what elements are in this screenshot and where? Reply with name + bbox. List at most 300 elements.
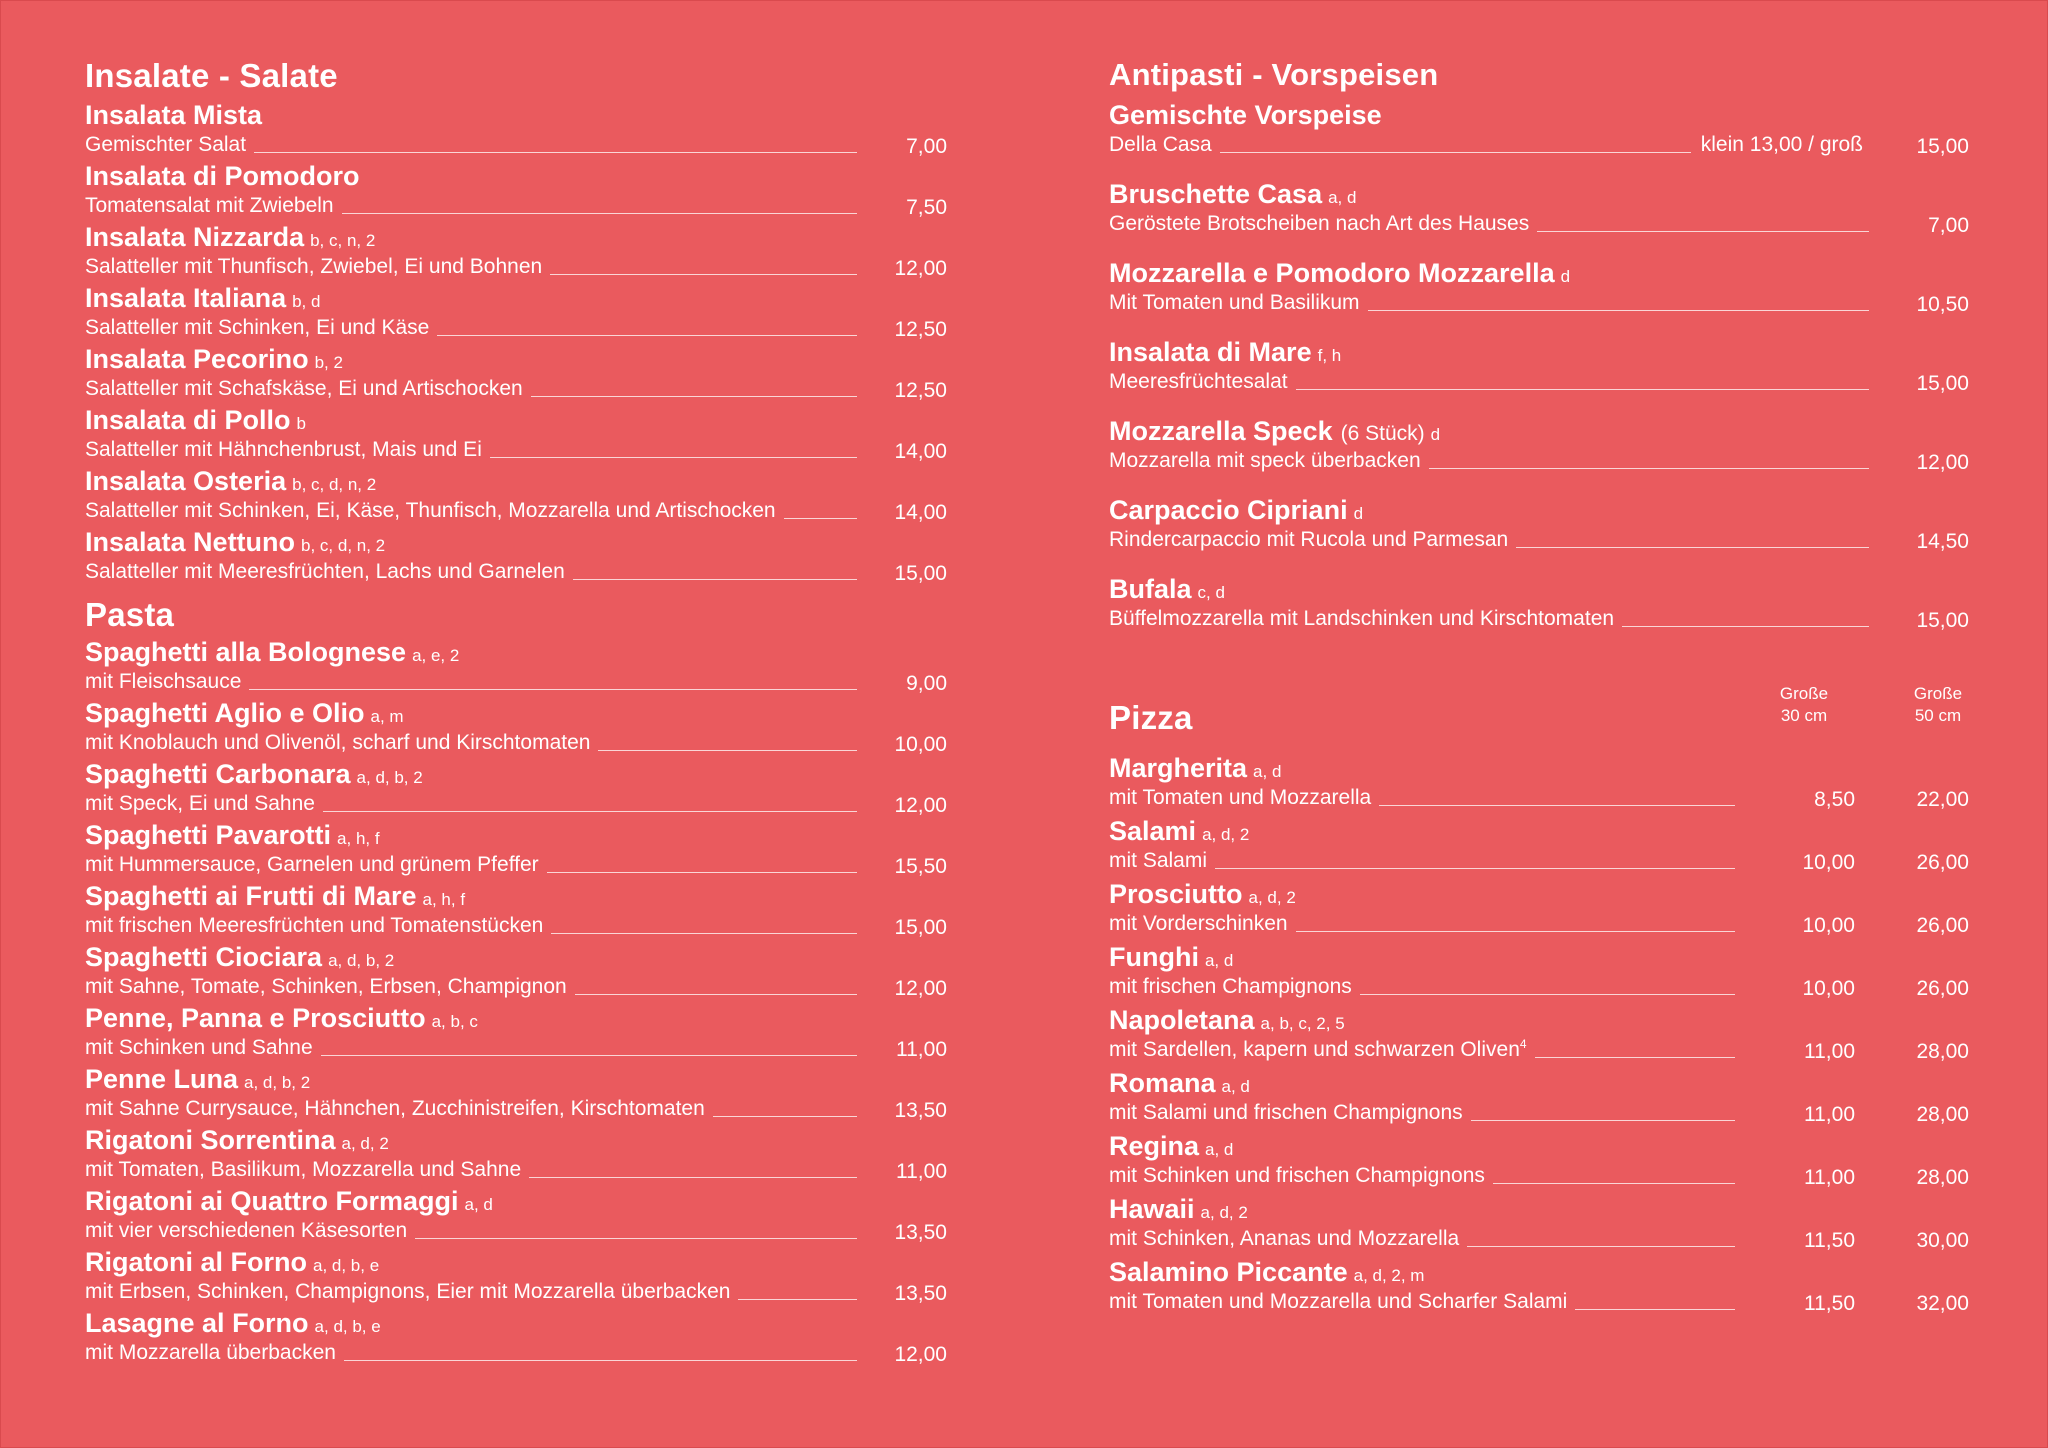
price-50cm: 30,00: [1916, 1229, 1969, 1253]
item-description: [1109, 787, 1371, 810]
item-name: [1109, 1131, 1969, 1161]
item-name: [1109, 1005, 1969, 1035]
allergen-codes: a, h, f: [337, 829, 380, 848]
allergen-codes: a, d, b, 2: [328, 951, 395, 970]
item-price: 11,00: [896, 1160, 947, 1184]
allergen-codes: a, h, f: [422, 890, 466, 909]
item-price: 10,00: [894, 733, 947, 757]
item-name: [1109, 179, 1969, 209]
item-description: [1109, 1228, 1459, 1251]
item-price: 15,00: [894, 916, 947, 940]
item-description: Mit Tomaten und Basilikum: [1109, 291, 1360, 315]
item-title: Bufala: [1109, 574, 1192, 604]
menu-item: [85, 161, 947, 222]
price-50cm: 22,00: [1916, 788, 1969, 812]
pizza-item: [1109, 1194, 1969, 1257]
item-description: mit Schinken und Sahne: [85, 1036, 313, 1060]
dotted-leader: [1537, 231, 1869, 232]
item-line: [85, 557, 947, 584]
item-line: [85, 1338, 947, 1365]
item-description: mit Fleischsauce: [85, 670, 242, 694]
item-description: Geröstete Brotscheiben nach Art des Hauses: [1109, 212, 1530, 236]
item-description-text: mit Salami und frischen Champignons: [1109, 1101, 1463, 1125]
dotted-leader: [1360, 994, 1735, 995]
size-header-30cm: [1759, 683, 1849, 727]
allergen-codes: d: [1560, 267, 1571, 286]
menu-item: [85, 466, 947, 527]
item-description: mit Hummersauce, Garnelen und grünem Pfeffer: [85, 853, 539, 877]
item-title: Mozzarella e Pomodoro Mozzarella: [1109, 258, 1555, 288]
allergen-codes: f, h: [1317, 346, 1342, 365]
item-title: Lasagne al Forno: [85, 1308, 309, 1338]
item-description-text: mit Tomaten und Mozzarella und Scharfer Salami: [1109, 1290, 1568, 1314]
pizza-item: [1109, 1257, 1969, 1320]
allergen-codes: a, d, 2, m: [1353, 1266, 1425, 1285]
allergen-codes: a, d, b, 2: [244, 1073, 311, 1092]
menu-item: [85, 100, 947, 161]
pizza-header: [1109, 683, 1969, 745]
allergen-codes: b, c, n, 2: [310, 231, 376, 250]
item-title: Penne, Panna e Prosciutto: [85, 1003, 426, 1033]
item-name: [85, 527, 947, 557]
price-50cm: 26,00: [1916, 977, 1969, 1001]
menu-item: [1109, 574, 1969, 653]
item-line: [85, 850, 947, 877]
item-name: [1109, 416, 1969, 446]
allergen-codes: a, b, c, 2, 5: [1260, 1014, 1345, 1033]
item-line: [1109, 1161, 1969, 1188]
right-column: [1109, 59, 1969, 1320]
item-title: Spaghetti Pavarotti: [85, 820, 332, 850]
item-name: [85, 1003, 947, 1033]
item-description: Rindercarpaccio mit Rucola und Parmesan: [1109, 528, 1509, 552]
dotted-leader: [550, 274, 857, 275]
pizza-item: [1109, 1068, 1969, 1131]
item-name: [1109, 495, 1969, 525]
salads-list: [85, 100, 947, 588]
item-title: Penne Luna: [85, 1064, 239, 1094]
size-header-size: 30 cm: [1780, 706, 1828, 726]
item-price: 14,00: [894, 440, 947, 464]
item-price: 9,00: [906, 672, 947, 696]
item-line: [85, 496, 947, 523]
item-name: [1109, 1068, 1969, 1098]
dotted-leader: [321, 1055, 857, 1056]
pizza-item: [1109, 942, 1969, 1005]
item-title: Funghi: [1109, 942, 1199, 972]
item-description-text: mit Schinken, Ananas und Mozzarella: [1109, 1227, 1460, 1251]
item-description: mit Speck, Ei und Sahne: [85, 792, 315, 816]
price-30cm: 10,00: [1802, 851, 1855, 875]
allergen-codes: b, 2: [314, 353, 343, 372]
dotted-leader: [1429, 468, 1869, 469]
dotted-leader: [738, 1299, 857, 1300]
item-line: [1109, 288, 1969, 315]
price-30cm: 10,00: [1802, 977, 1855, 1001]
item-title: Insalata Italiana: [85, 283, 287, 313]
item-line: [1109, 1035, 1969, 1062]
footnote-marker: 4: [1519, 1037, 1527, 1052]
item-title: Salamino Piccante: [1109, 1257, 1348, 1287]
item-title: Spaghetti ai Frutti di Mare: [85, 881, 417, 911]
item-line: [85, 1094, 947, 1121]
item-price: 7,50: [906, 196, 947, 220]
item-description: Salatteller mit Schinken, Ei und Käse: [85, 316, 430, 340]
allergen-codes: b, d: [292, 292, 321, 311]
item-price: 15,00: [1916, 372, 1969, 396]
dotted-leader: [437, 335, 857, 336]
item-line: [1109, 972, 1969, 999]
item-description: mit Sahne Currysauce, Hähnchen, Zucchinistreifen, Kirschtomaten: [85, 1097, 705, 1121]
dotted-leader: [490, 457, 857, 458]
item-title: Regina: [1109, 1131, 1200, 1161]
dotted-leader: [1296, 389, 1869, 390]
item-name: [1109, 1257, 1969, 1287]
dotted-leader: [551, 933, 857, 934]
menu-item: [85, 881, 947, 942]
item-title: Napoletana: [1109, 1005, 1255, 1035]
item-description-text: mit Vorderschinken: [1109, 912, 1288, 936]
item-price: 15,00: [1916, 609, 1969, 633]
item-description: [1109, 913, 1288, 936]
item-description: [1109, 850, 1207, 873]
item-name: [85, 222, 947, 252]
item-title: Mozzarella Speck: [1109, 416, 1333, 446]
size-header-label: Große: [1913, 684, 1963, 703]
dotted-leader: [323, 811, 857, 812]
item-name: [1109, 753, 1969, 783]
pizza-item: [1109, 753, 1969, 816]
item-price: 12,00: [894, 257, 947, 281]
item-title: Rigatoni Sorrentina: [85, 1125, 336, 1155]
item-line: [85, 435, 947, 462]
menu-item: [1109, 179, 1969, 258]
item-description: mit Mozzarella überbacken: [85, 1341, 336, 1365]
allergen-codes: a, d, b, 2: [356, 768, 423, 787]
item-title: Gemischte Vorspeise: [1109, 100, 1382, 130]
price-50cm: 26,00: [1916, 851, 1969, 875]
item-price: 12,00: [894, 1343, 947, 1367]
item-price: 15,50: [894, 855, 947, 879]
item-description: mit vier verschiedenen Käsesorten: [85, 1219, 408, 1243]
menu-item: [85, 1186, 947, 1247]
item-description-text: mit frischen Champignons: [1109, 975, 1352, 999]
allergen-codes: a, m: [370, 707, 404, 726]
dotted-leader: [1220, 152, 1691, 153]
dotted-leader: [344, 1360, 857, 1361]
item-name: [85, 759, 947, 789]
item-price: 13,50: [894, 1099, 947, 1123]
dotted-leader: [1471, 1120, 1735, 1121]
pizza-item: [1109, 816, 1969, 879]
pasta-list: [85, 637, 947, 1369]
dotted-leader: [1622, 626, 1869, 627]
item-name: [85, 698, 947, 728]
dotted-leader: [529, 1177, 857, 1178]
item-title: Carpaccio Cipriani: [1109, 495, 1348, 525]
item-name: [1109, 100, 1969, 130]
price-50cm: 28,00: [1916, 1040, 1969, 1064]
item-line: [85, 191, 947, 218]
item-line: [85, 1033, 947, 1060]
allergen-codes: a, d, 2: [1200, 1203, 1248, 1222]
allergen-codes: b, c, d, n, 2: [301, 536, 386, 555]
item-title: Spaghetti Ciociara: [85, 942, 323, 972]
item-description: Salatteller mit Thunfisch, Zwiebel, Ei und Bohnen: [85, 255, 543, 279]
item-price: 10,50: [1916, 293, 1969, 317]
item-line: [85, 911, 947, 938]
price-30cm: 11,00: [1804, 1103, 1855, 1127]
dotted-leader: [598, 750, 857, 751]
size-header-label: Große: [1779, 684, 1829, 703]
size-price-label: klein 13,00 / groß: [1700, 133, 1863, 157]
section-title-pasta: Pasta: [85, 596, 175, 633]
item-description: [1109, 1291, 1567, 1314]
dotted-leader: [1368, 310, 1869, 311]
menu-item: [1109, 258, 1969, 337]
allergen-codes: d: [1430, 425, 1441, 444]
item-name: [1109, 1194, 1969, 1224]
menu-item: [85, 698, 947, 759]
item-name: [85, 881, 947, 911]
item-description: [1109, 1038, 1527, 1062]
menu-item: [85, 1308, 947, 1369]
item-name: [1109, 879, 1969, 909]
item-name: [85, 283, 947, 313]
dotted-leader: [784, 518, 857, 519]
allergen-codes: b, c, d, n, 2: [292, 475, 377, 494]
item-line: [85, 972, 947, 999]
menu-item: [85, 637, 947, 698]
item-line: [85, 667, 947, 694]
item-name: [1109, 942, 1969, 972]
item-title: Insalata Nizzarda: [85, 222, 305, 252]
dotted-leader: [1379, 805, 1735, 806]
price-30cm: 11,00: [1804, 1166, 1855, 1190]
item-price: 11,00: [896, 1038, 947, 1062]
item-line: [1109, 130, 1969, 157]
item-title: Rigatoni ai Quattro Formaggi: [85, 1186, 459, 1216]
item-line: [85, 1155, 947, 1182]
item-price: 14,00: [894, 501, 947, 525]
item-title: Spaghetti alla Bolognese: [85, 637, 407, 667]
item-line: [85, 728, 947, 755]
menu-item: [85, 283, 947, 344]
item-name: [1109, 337, 1969, 367]
item-description: mit Knoblauch und Olivenöl, scharf und Kirschtomaten: [85, 731, 591, 755]
item-name: [85, 820, 947, 850]
item-price: 7,00: [906, 135, 947, 159]
dotted-leader: [531, 396, 857, 397]
dotted-leader: [254, 152, 857, 153]
item-name: [85, 466, 947, 496]
item-name: [85, 344, 947, 374]
item-portion: (6 Stück): [1340, 422, 1425, 445]
item-line: [1109, 209, 1969, 236]
allergen-codes: a, d: [1204, 951, 1234, 970]
dotted-leader: [713, 1116, 857, 1117]
item-name: [1109, 816, 1969, 846]
item-description-text: mit Sardellen, kapern und schwarzen Oliven: [1109, 1038, 1520, 1062]
pizza-item: [1109, 879, 1969, 942]
item-description: [1109, 1102, 1463, 1125]
allergen-codes: d: [1353, 504, 1364, 523]
item-price: 12,00: [894, 977, 947, 1001]
item-line: [85, 313, 947, 340]
item-title: Insalata Nettuno: [85, 527, 296, 557]
dotted-leader: [1535, 1057, 1735, 1058]
menu-item: [85, 1247, 947, 1308]
allergen-codes: a, d, 2: [1248, 888, 1296, 907]
item-title: Rigatoni al Forno: [85, 1247, 307, 1277]
left-column: [85, 59, 947, 1369]
menu-item: [85, 527, 947, 588]
dotted-leader: [1575, 1309, 1735, 1310]
item-description: Salatteller mit Schinken, Ei, Käse, Thunfisch, Mozzarella und Artischocken: [85, 499, 776, 523]
item-description: Della Casa: [1109, 133, 1212, 157]
dotted-leader: [1467, 1246, 1735, 1247]
item-price: 15,00: [894, 562, 947, 586]
pizza-list: [1109, 753, 1969, 1320]
item-line: [1109, 604, 1969, 631]
item-name: [85, 1247, 947, 1277]
item-description: Salatteller mit Hähnchenbrust, Mais und Ei: [85, 438, 482, 462]
item-title: Margherita: [1109, 753, 1248, 783]
item-description: mit Tomaten, Basilikum, Mozzarella und Sahne: [85, 1158, 522, 1182]
item-description: Salatteller mit Schafskäse, Ei und Artischocken: [85, 377, 523, 401]
menu-item: [85, 1064, 947, 1125]
item-name: [85, 637, 947, 667]
menu-item: [1109, 416, 1969, 495]
item-description: mit Sahne, Tomate, Schinken, Erbsen, Champignon: [85, 975, 567, 999]
item-line: [1109, 1098, 1969, 1125]
item-description: [1109, 976, 1352, 999]
item-price: 12,00: [894, 794, 947, 818]
menu-item: [85, 1003, 947, 1064]
allergen-codes: a, b, c: [431, 1012, 478, 1031]
dotted-leader: [575, 994, 857, 995]
item-line: [1109, 525, 1969, 552]
dotted-leader: [1296, 931, 1735, 932]
price-30cm: 11,50: [1804, 1229, 1855, 1253]
item-name: [85, 405, 947, 435]
item-title: Insalata di Pollo: [85, 405, 291, 435]
item-price: 12,50: [894, 379, 947, 403]
price-30cm: 10,00: [1802, 914, 1855, 938]
item-line: [1109, 1287, 1969, 1314]
allergen-codes: a, d, b, e: [313, 1256, 380, 1275]
item-price: 13,50: [894, 1221, 947, 1245]
section-title-antipasti: Antipasti - Vorspeisen: [1109, 57, 1439, 92]
allergen-codes: a, d, b, e: [314, 1317, 381, 1336]
menu-item: [1109, 495, 1969, 574]
item-price: 12,00: [1916, 451, 1969, 475]
item-title: Insalata Osteria: [85, 466, 287, 496]
allergen-codes: a, d: [464, 1195, 493, 1214]
item-description: Büffelmozzarella mit Landschinken und Kirschtomaten: [1109, 607, 1615, 631]
menu-item: [85, 942, 947, 1003]
item-description: mit Erbsen, Schinken, Champignons, Eier mit Mozzarella überbacken: [85, 1280, 731, 1304]
item-line: [85, 130, 947, 157]
menu-item: [85, 1125, 947, 1186]
item-line: [85, 374, 947, 401]
item-line: [1109, 783, 1969, 810]
item-description: Gemischter Salat: [85, 133, 247, 157]
item-title: Insalata Pecorino: [85, 344, 309, 374]
section-title-salads: Insalate - Salate: [85, 57, 338, 94]
item-name: [85, 1125, 947, 1155]
item-line: [1109, 446, 1969, 473]
item-name: [85, 161, 947, 191]
item-description-text: mit Schinken und frischen Champignons: [1109, 1164, 1485, 1188]
dotted-leader: [249, 689, 857, 690]
menu-item: [85, 344, 947, 405]
dotted-leader: [1516, 547, 1869, 548]
item-description-text: mit Salami: [1109, 849, 1208, 873]
dotted-leader: [547, 872, 857, 873]
item-title: Insalata di Pomodoro: [85, 161, 360, 191]
item-name: [1109, 574, 1969, 604]
pizza-item: [1109, 1131, 1969, 1194]
item-title: Insalata Mista: [85, 100, 263, 130]
item-title: Bruschette Casa: [1109, 179, 1323, 209]
item-title: Spaghetti Carbonara: [85, 759, 351, 789]
menu-item: [1109, 100, 1969, 179]
item-title: Salami: [1109, 816, 1197, 846]
menu-item: [1109, 337, 1969, 416]
item-line: [1109, 846, 1969, 873]
item-line: [85, 1216, 947, 1243]
item-name: [85, 100, 947, 130]
price-30cm: 11,50: [1804, 1292, 1855, 1316]
item-price: 15,00: [1916, 135, 1969, 159]
dotted-leader: [1493, 1183, 1735, 1184]
price-50cm: 26,00: [1916, 914, 1969, 938]
allergen-codes: a, d: [1205, 1140, 1234, 1159]
item-description: Meeresfrüchtesalat: [1109, 370, 1288, 394]
item-title: Spaghetti Aglio e Olio: [85, 698, 365, 728]
item-line: [85, 252, 947, 279]
item-line: [85, 1277, 947, 1304]
size-header-size: 50 cm: [1914, 706, 1962, 726]
item-line: [85, 789, 947, 816]
antipasti-list: [1109, 100, 1969, 653]
price-30cm: 11,00: [1804, 1040, 1855, 1064]
menu-item: [85, 405, 947, 466]
item-description: Tomatensalat mit Zwiebeln: [85, 194, 334, 218]
allergen-codes: c, d: [1197, 583, 1225, 602]
allergen-codes: b: [296, 414, 307, 433]
item-price: 7,00: [1928, 214, 1969, 238]
price-50cm: 32,00: [1916, 1292, 1969, 1316]
item-name: [85, 1308, 947, 1338]
item-price: 12,50: [894, 318, 947, 342]
menu-item: [85, 759, 947, 820]
item-description: Salatteller mit Meeresfrüchten, Lachs und Garnelen: [85, 560, 565, 584]
price-30cm: 8,50: [1814, 788, 1855, 812]
item-description: [1109, 1165, 1485, 1188]
allergen-codes: a, e, 2: [412, 646, 460, 665]
item-title: Romana: [1109, 1068, 1216, 1098]
item-price: 13,50: [894, 1282, 947, 1306]
menu-item: [85, 820, 947, 881]
item-line: [1109, 1224, 1969, 1251]
item-description: Mozzarella mit speck überbacken: [1109, 449, 1421, 473]
price-50cm: 28,00: [1916, 1103, 1969, 1127]
section-title-pizza: Pizza: [1109, 699, 1193, 736]
allergen-codes: a, d: [1253, 762, 1282, 781]
item-name: [1109, 258, 1969, 288]
